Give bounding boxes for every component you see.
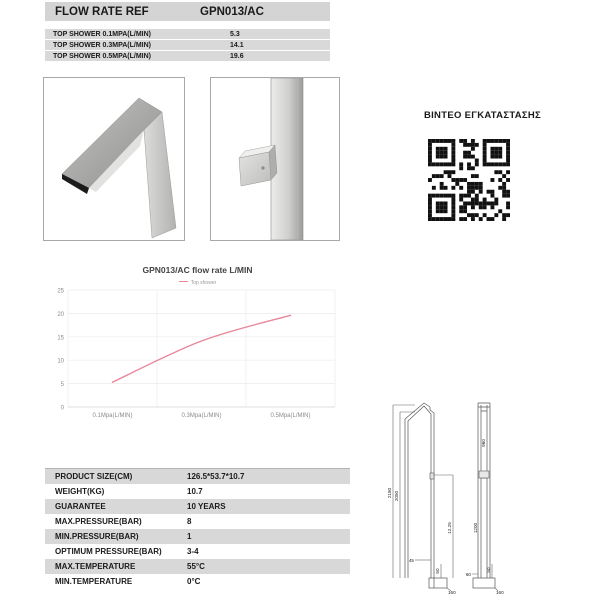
svg-text:25: 25 <box>57 288 64 295</box>
dim-foot-width: 160 <box>448 590 456 595</box>
specification-table <box>45 468 350 589</box>
row-label: MIN.TEMPERATURE <box>55 577 133 586</box>
dim-lower-segment: 1200 <box>473 522 478 534</box>
dim-inner-height: 2050 <box>394 490 399 502</box>
row-value: 126.5*53.7*10.7 <box>187 472 245 481</box>
column-knob-illustration <box>211 78 339 240</box>
row-label: WEIGHT(KG) <box>55 487 105 496</box>
flow-rate-ref-label: FLOW RATE REF <box>55 5 149 18</box>
flow-rate-table-header <box>45 2 330 21</box>
table-row <box>45 499 350 514</box>
qr-code-image <box>428 139 510 221</box>
svg-text:0: 0 <box>60 405 64 412</box>
row-value: 1 <box>187 532 192 541</box>
table-row <box>45 544 350 559</box>
row-value: 19.6 <box>230 52 244 60</box>
product-photo-shower-head <box>43 77 185 241</box>
row-label: TOP SHOWER 0.5MPA(L/MIN) <box>53 52 152 60</box>
table-row <box>45 514 350 529</box>
chart-legend <box>55 280 340 286</box>
flow-rate-chart <box>55 262 340 420</box>
product-photo-diverter-knob <box>210 77 340 241</box>
table-row <box>45 29 330 39</box>
dim-depth: 45 <box>408 558 414 563</box>
row-label: MAX.PRESSURE(BAR) <box>55 517 142 526</box>
row-value: 8 <box>187 517 192 526</box>
row-label: MAX.TEMPERATURE <box>55 562 136 571</box>
row-value: 10 YEARS <box>187 502 226 511</box>
dim-foot-width: 160 <box>496 590 504 595</box>
row-value: 55°C <box>187 562 205 571</box>
row-value: 10.7 <box>187 487 203 496</box>
svg-text:10: 10 <box>57 358 64 365</box>
row-value: 5.3 <box>230 30 240 38</box>
installation-video-qr-code <box>428 139 510 221</box>
legend-line-marker <box>179 281 188 282</box>
row-label: OPTIMUM PRESSURE(BAR) <box>55 547 162 556</box>
flow-rate-table <box>45 2 330 62</box>
table-row <box>45 484 350 499</box>
svg-text:0.5Mpa(L/MIN): 0.5Mpa(L/MIN) <box>270 413 311 419</box>
installation-video-label: ΒΙΝΤΕΟ ΕΓΚΑΤΑΣΤΑΣΗΣ <box>423 110 542 121</box>
dim-foot-left: 60 <box>465 572 471 577</box>
table-row <box>45 529 350 544</box>
flow-rate-line-series <box>113 315 291 382</box>
dim-foot-height: 50 <box>435 568 440 574</box>
table-row <box>45 574 350 589</box>
x-axis-ticks <box>92 413 310 419</box>
row-label: PRODUCT SIZE(CM) <box>55 472 133 481</box>
table-row <box>45 559 350 574</box>
product-code: GPN013/AC <box>200 5 264 18</box>
technical-dimension-drawing <box>385 398 515 598</box>
shower-head-illustration <box>44 78 184 240</box>
y-axis-ticks <box>57 289 64 412</box>
svg-text:15: 15 <box>57 335 64 342</box>
svg-text:0.3Mpa(L/MIN): 0.3Mpa(L/MIN) <box>181 413 222 419</box>
row-label: TOP SHOWER 0.3MPA(L/MIN) <box>53 41 152 49</box>
dim-foot-height: 50 <box>486 567 491 573</box>
table-row <box>45 469 350 484</box>
chart-title: GPN013/AC flow rate L/MIN <box>142 265 253 275</box>
row-label: MIN.PRESSURE(BAR) <box>55 532 139 541</box>
row-label: TOP SHOWER 0.1MPA(L/MIN) <box>53 30 152 38</box>
table-row <box>45 40 330 50</box>
dim-upper-segment: 960 <box>481 439 486 447</box>
dim-total-height: 2180 <box>387 487 392 499</box>
legend-series-label: Top shower <box>190 280 217 286</box>
row-label: GUARANTEE <box>55 502 106 511</box>
row-value: 0°C <box>187 577 201 586</box>
svg-text:20: 20 <box>57 311 64 318</box>
side-view-outline <box>387 403 456 595</box>
dimension-drawing-svg <box>385 398 515 598</box>
front-view-outline <box>466 403 504 595</box>
table-row <box>45 51 330 61</box>
row-value: 3-4 <box>187 547 199 556</box>
svg-text:0.1Mpa(L/MIN): 0.1Mpa(L/MIN) <box>92 413 133 419</box>
dim-column-height: 12.25 <box>447 522 452 534</box>
svg-text:5: 5 <box>60 382 64 389</box>
row-value: 14.1 <box>230 41 244 49</box>
